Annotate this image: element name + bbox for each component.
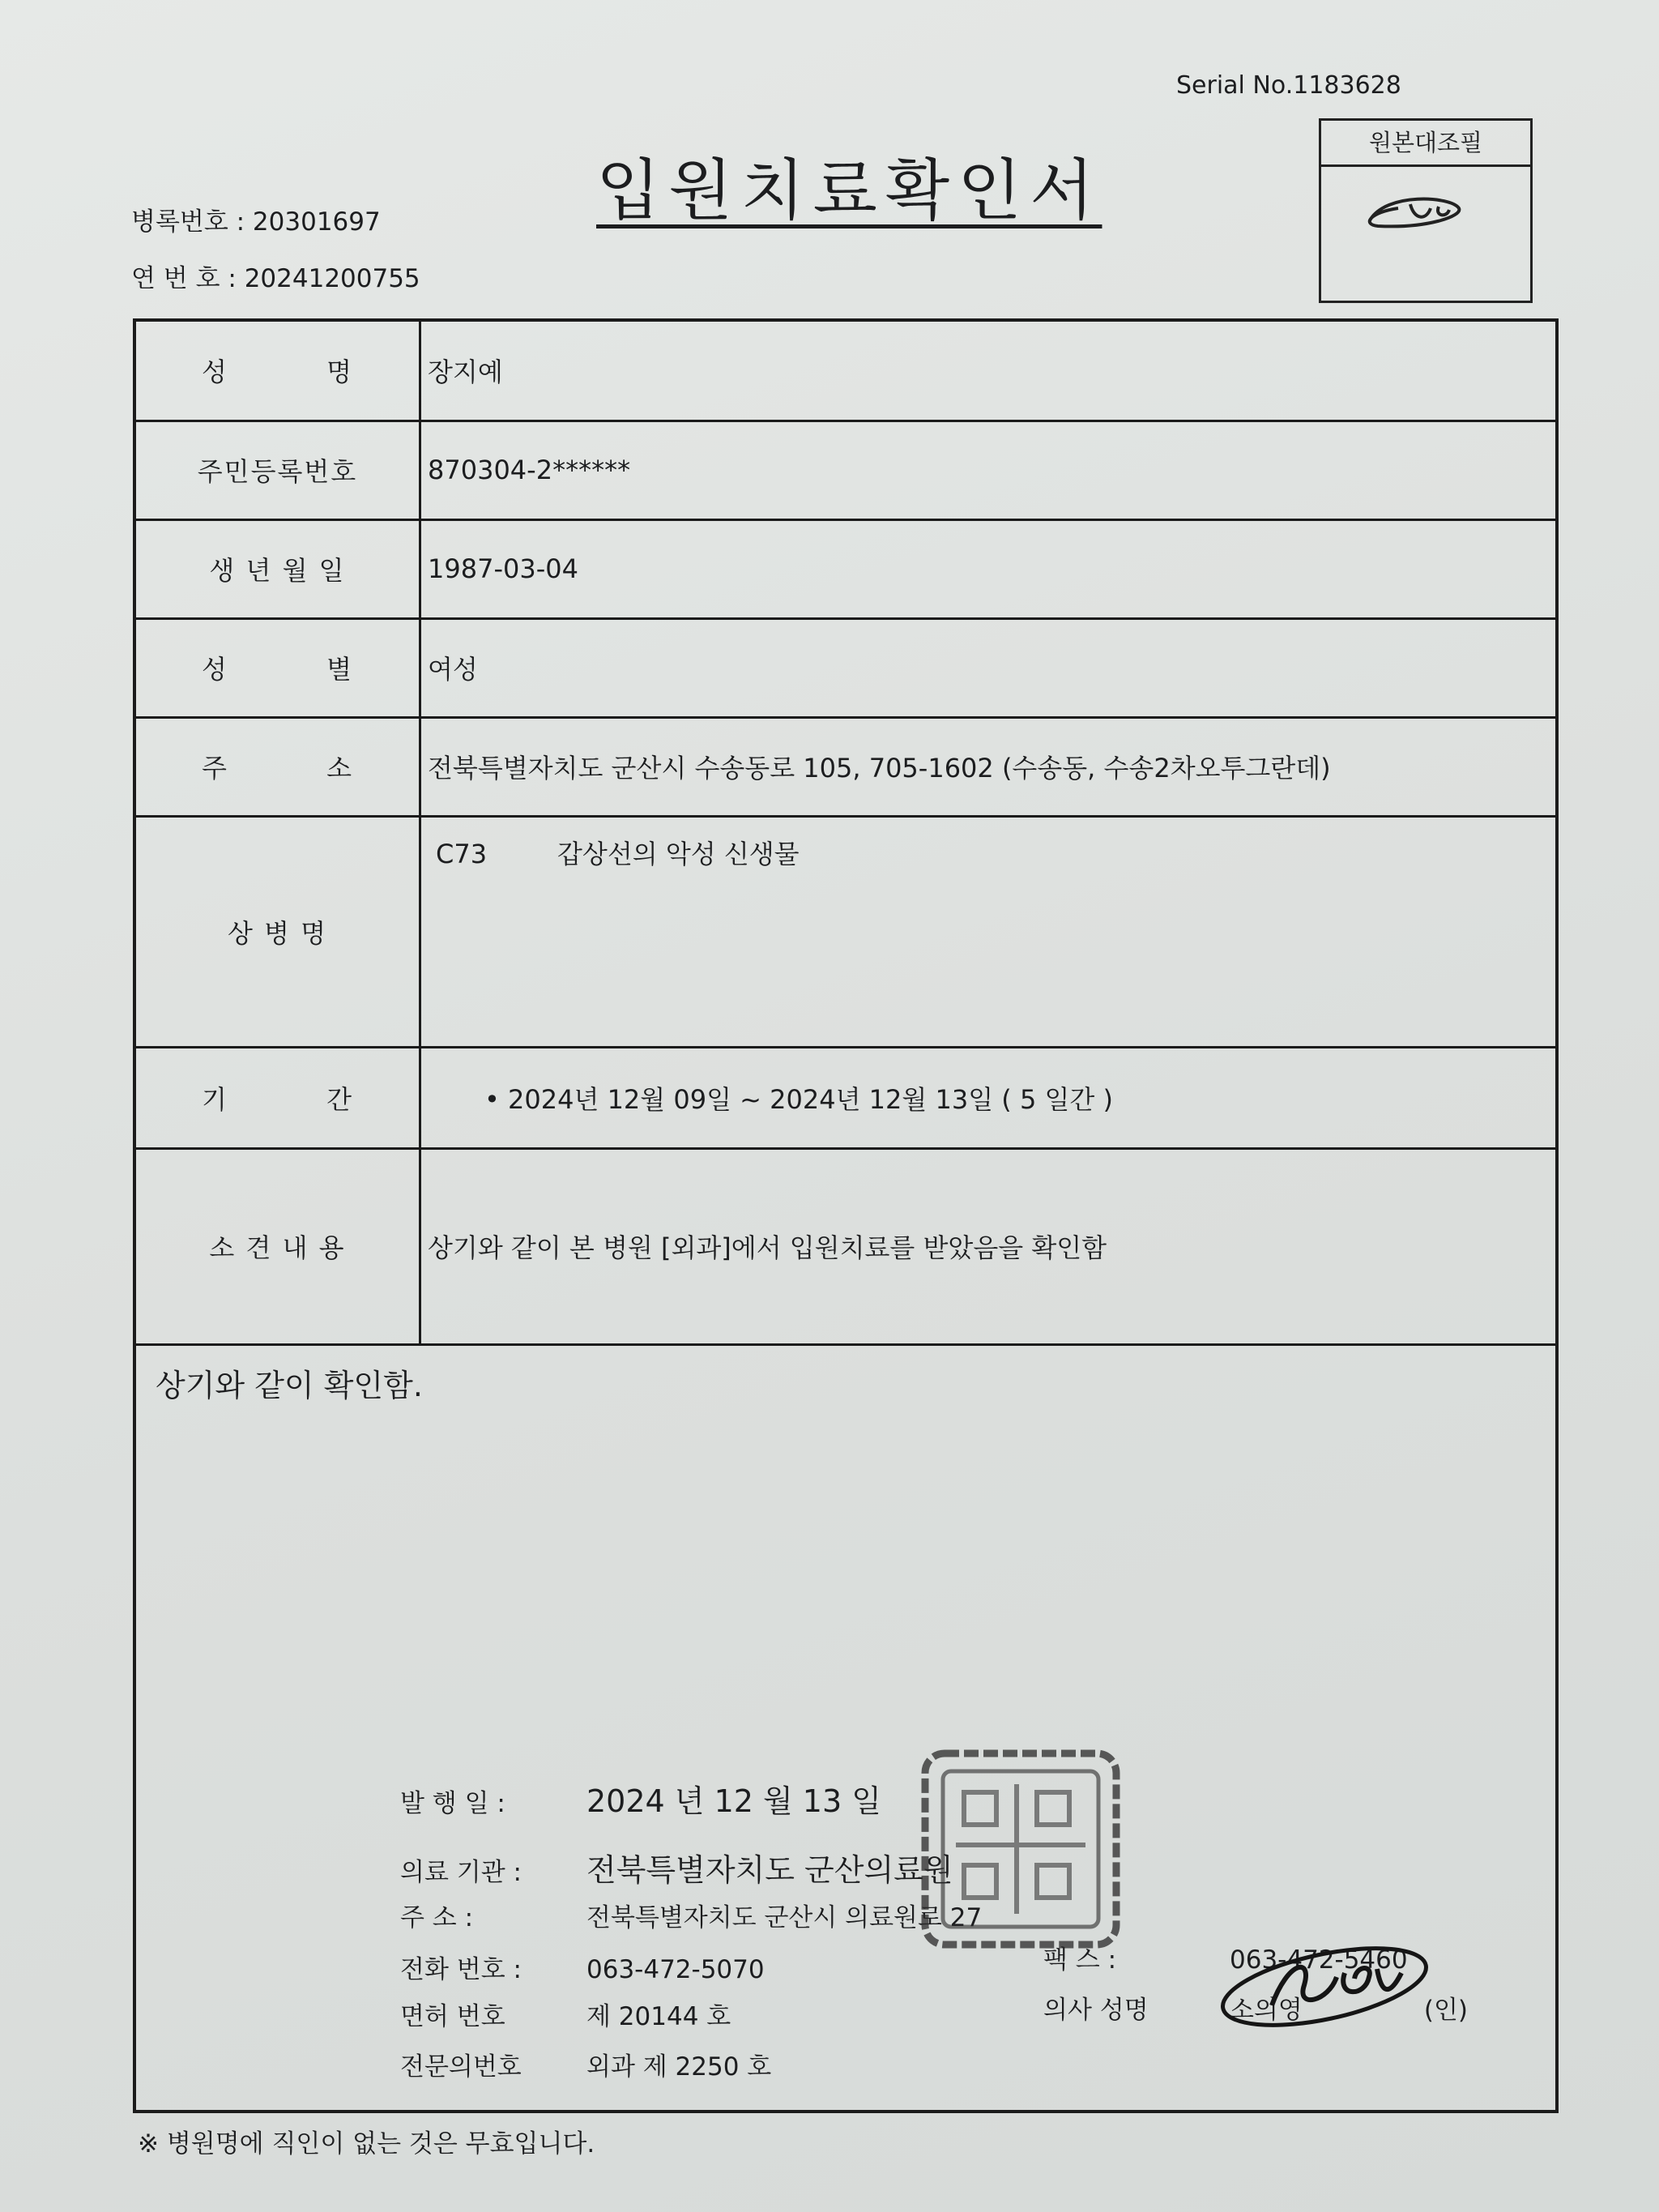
value-rrn: 870304-2****** [420,421,1556,519]
institution-label: 의료 기관 : [400,1858,522,1887]
issuer-address: 전북특별자치도 군산시 의료원로 27 [586,1903,983,1932]
serial-issue-number: 연 번 호 : 20241200755 [131,264,420,293]
specialist-label: 전문의번호 [400,2052,522,2082]
value-period: • 2024년 12월 09일 ~ 2024년 12월 13일 ( 5 일간 ) [420,1047,1556,1148]
row-sex [136,618,1555,717]
value-opinion: 상기와 같이 본 병원 [외과]에서 입원치료를 받았음을 확인함 [420,1148,1556,1344]
row-rrn [136,421,1555,519]
value-birth: 1987-03-04 [420,519,1556,618]
label-sex: 성 별 [136,618,420,717]
institution-name: 전북특별자치도 군산의료원 [586,1852,953,1888]
specialist-number: 외과 제 2250 호 [586,2052,772,2082]
diagnosis-name: 갑상선의 악성 신생물 [557,838,800,869]
label-address: 주 소 [136,717,420,816]
record-number: 병록번호 : 20301697 [131,207,381,237]
issuer-address-line [400,1897,982,1933]
hospital-seal-stamp-icon [915,1744,1126,1954]
row-birth [136,519,1555,618]
phone-label: 전화 번호 : [400,1955,522,1984]
issuer-address-label: 주 소 : [400,1903,474,1932]
label-opinion: 소 견 내 용 [136,1148,420,1344]
row-period [136,1047,1555,1148]
institution-line [400,1845,953,1890]
value-sex: 여성 [420,618,1556,717]
verification-signature-icon [1354,184,1475,241]
original-verified-label: 원본대조필 [1321,121,1530,167]
seal-mark: (인) [1423,1996,1468,2025]
phone-number: 063-472-5070 [586,1955,765,1984]
phone-line [400,1949,765,1985]
doctor-name: 소의영 [1230,1996,1303,2025]
row-name [136,322,1555,421]
confirmation-statement: 상기와 같이 확인함. [156,1368,423,1403]
certificate-frame [133,318,1559,2113]
license-line [400,1996,731,2032]
doctor-signature-icon [1215,1937,1434,2034]
value-address: 전북특별자치도 군산시 수송동로 105, 705-1602 (수송동, 수송2차오투그란데) [420,717,1556,816]
license-label: 면허 번호 [400,2002,505,2031]
issue-date: 2024 년 12 월 13 일 [586,1783,881,1819]
footer-notice: ※ 병원명에 직인이 없는 것은 무효입니다. [138,2129,595,2159]
row-diagnosis [136,816,1555,1047]
label-period: 기 간 [136,1047,420,1148]
row-opinion [136,1148,1555,1344]
specialist-line [400,2046,771,2082]
diagnosis-code: C73 [436,838,488,869]
fax-label: 팩 스 : [1043,1945,1117,1975]
label-diagnosis: 상 병 명 [136,816,420,1047]
license-number: 제 20144 호 [586,2002,731,2031]
value-name: 장지예 [420,322,1556,421]
doctor-label: 의사 성명 [1043,1996,1149,2025]
original-verified-box [1319,118,1533,303]
issue-date-label: 발 행 일 : [400,1789,505,1818]
label-name: 성 명 [136,322,420,421]
serial-number: Serial No.1183628 [1176,71,1401,100]
row-address [136,717,1555,816]
label-rrn: 주민등록번호 [136,421,420,519]
issue-date-line [400,1776,881,1821]
patient-info-table [136,322,1555,1346]
document-title: 입원치료확인서 [596,152,1102,229]
value-diagnosis [420,816,1556,1047]
fax-number: 063-472-5460 [1230,1945,1408,1975]
label-birth: 생 년 월 일 [136,519,420,618]
